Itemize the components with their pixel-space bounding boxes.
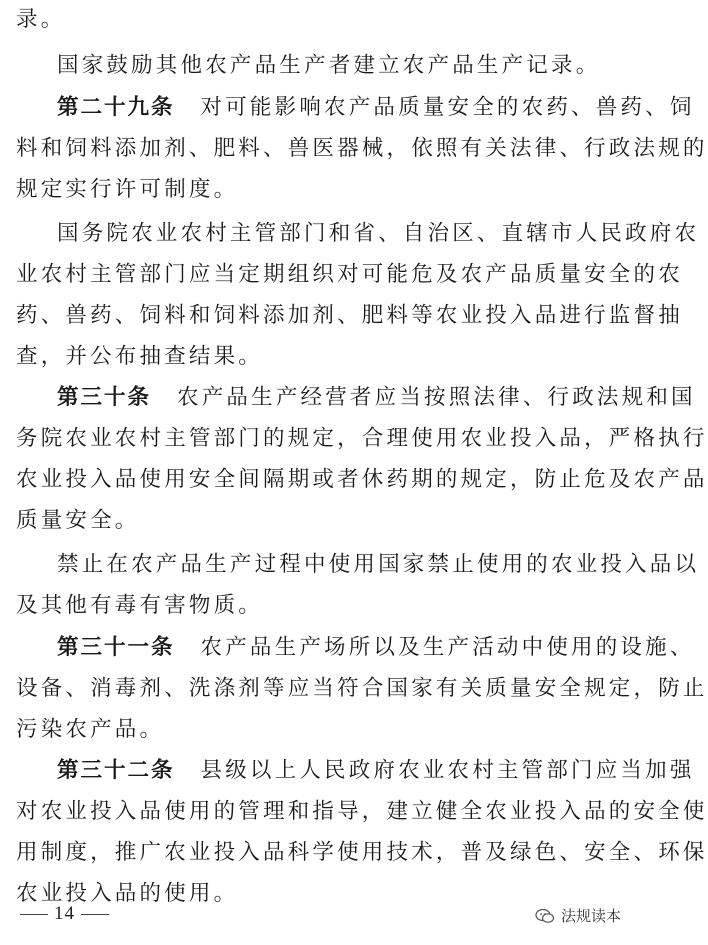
text-line: 设备、消毒剂、洗涤剂等应当符合国家有关质量安全规定，防止 [16, 676, 708, 701]
article-text: 农产品生产经营者应当按照法律、行政法规和国 [177, 385, 696, 410]
dash-right [81, 914, 109, 915]
watermark [535, 905, 621, 926]
text-line: 农业投入品的使用。 [16, 881, 239, 906]
dash-left [20, 914, 48, 915]
text-line: 务院农业农村主管部门的规定，合理使用农业投入品，严格执行 [16, 426, 708, 451]
text-line: 业农村主管部门应当定期组织对可能危及农产品质量安全的农 [16, 262, 683, 287]
paragraph-line: 禁止在农产品生产过程中使用国家禁止使用的农业投入品以 [57, 552, 700, 577]
article-30-first-line [57, 383, 696, 413]
article-heading: 第二十九条 [57, 95, 175, 120]
page-number-text: 14 [54, 903, 75, 924]
article-29-first-line [57, 93, 695, 123]
article-heading: 第三十一条 [57, 635, 175, 660]
article-32-first-line [57, 756, 695, 786]
text-line: 用制度，推广农业投入品科学使用技术，普及绿色、安全、环保 [16, 840, 708, 865]
text-line: 规定实行许可制度。 [16, 177, 239, 202]
wechat-icon [535, 908, 555, 924]
article-text: 对可能影响农产品质量安全的农药、兽药、饲 [200, 95, 695, 120]
text-line: 农业投入品使用安全间隔期或者休药期的规定，防止危及农产品 [16, 467, 708, 492]
text-line: 污染农产品。 [16, 717, 165, 742]
page-number [14, 903, 115, 925]
article-heading: 第三十二条 [57, 758, 175, 783]
text-line: 及其他有毒有害物质。 [16, 593, 264, 618]
text-line: 录。 [16, 7, 66, 32]
watermark-text: 法规读本 [560, 907, 621, 925]
paragraph-line: 国务院农业农村主管部门和省、自治区、直辖市人民政府农 [57, 221, 700, 246]
text-line: 药、兽药、饲料和饲料添加剂、肥料等农业投入品进行监督抽 [16, 303, 683, 328]
text-line: 料和饲料添加剂、肥料、兽医器械，依照有关法律、行政法规的 [16, 136, 708, 161]
text-line: 查，并公布抽查结果。 [16, 344, 264, 369]
text-line: 质量安全。 [16, 508, 140, 533]
paragraph-line: 国家鼓励其他农产品生产者建立农产品生产记录。 [57, 53, 601, 78]
article-text: 县级以上人民政府农业农村主管部门应当加强 [200, 758, 695, 783]
article-31-first-line [57, 633, 695, 663]
text-line: 对农业投入品使用的管理和指导，建立健全农业投入品的安全使 [16, 799, 708, 824]
article-text: 农产品生产场所以及生产活动中使用的设施、 [200, 635, 695, 660]
article-heading: 第三十条 [57, 385, 152, 410]
